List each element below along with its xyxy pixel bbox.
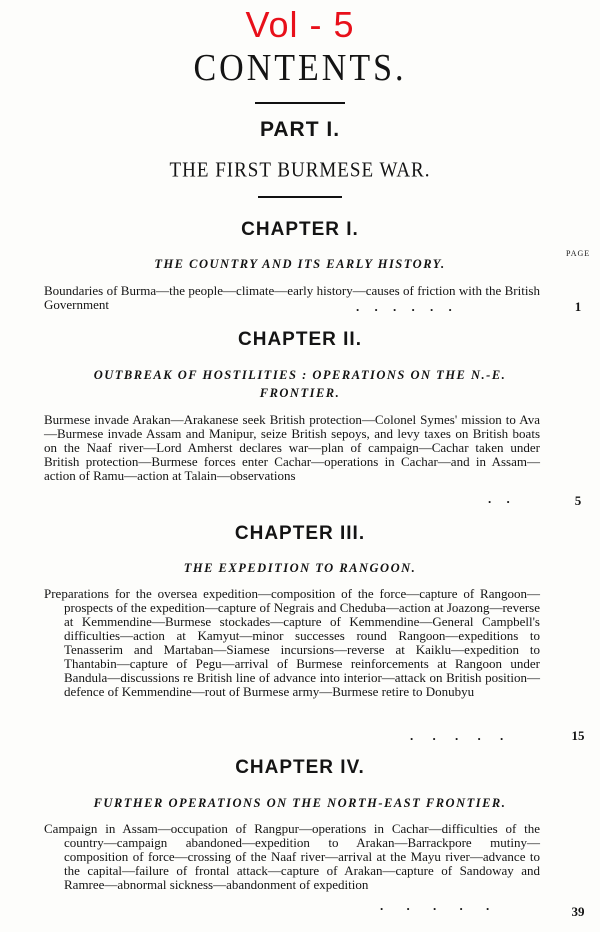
chapter-2-title-line2: FRONTIER. xyxy=(259,386,341,400)
title-divider xyxy=(255,102,345,104)
chapter-2-summary: Burmese invade Arakan—Arakanese seek British protection—Colonel Symes' mission to Ava—Burmese invade Assam and Manipur, seize British sepoys, and levy taxes on British boats on the Naaf river—Lord Amherst declares war—plan of campaign—Cachar taken under British protection—Burmese forces enter Cachar—operations in Cachar—and in Assam—action of Ramu—action at Talain—observations xyxy=(44,412,540,483)
chapter-3-leader-dots: . . . . . xyxy=(410,728,512,743)
chapter-2-heading: CHAPTER II. xyxy=(238,329,362,350)
chapter-1-page: 1 xyxy=(574,299,582,314)
volume-stamp: Vol - 5 xyxy=(245,4,355,45)
page-column-label: PAGE xyxy=(566,249,591,258)
chapter-4-leader-dots: . . . . . xyxy=(380,898,500,913)
chapter-4-heading: CHAPTER IV. xyxy=(235,757,365,778)
part-heading: PART I. xyxy=(259,118,341,141)
chapter-4-page: 39 xyxy=(571,904,585,919)
chapter-3-heading: CHAPTER III. xyxy=(234,523,366,544)
chapter-1-heading: CHAPTER I. xyxy=(241,219,359,240)
chapter-2-leader-dots: . . xyxy=(488,491,516,506)
chapter-1-summary: Boundaries of Burma—the people—climate—early history—causes of friction with the British Government xyxy=(44,283,540,312)
chapter-2-page: 5 xyxy=(574,493,582,508)
chapter-3-summary: Preparations for the oversea expedition—composition of the force—capture of Rangoon—prospects of the expedition—capture of Negrais and Cheduba—action at Joazong—reverse at Kemmendine—Burmese stockades—capture of Kemmendine—General Campbell's difficulties—action at Kamyut—minor successes round Rangoon—expeditions to Tenasserim and Martaban—Siamese incursions—reverse at Kaiklu—expedition to Thantabin—capture of Pegu—arrival of Burmese reinforcements at Rangoon under Bandula—discussions re British line of advance into interior—attack on British position—defence of Kemmendine—rout of Burmese army—Burmese retire to Donubyu xyxy=(44,586,540,699)
chapter-1-leader-dots: . . . . . . xyxy=(356,299,458,314)
part-title: THE FIRST BURMESE WAR. xyxy=(169,158,431,182)
part-divider xyxy=(258,196,342,198)
chapter-4-summary: Campaign in Assam—occupation of Rangpur—operations in Cachar—difficulties of the country—campaign abandoned—expedition to Arakan—Barrackpore mutiny—composition of force—crossing of the Naaf river—arrival at the Mayu river—advance to the capital—failure of frontal attack—capture of Arakan—capture of Sandoway and Ramree—abnormal sickness—abandonment of expedition xyxy=(44,821,540,892)
chapter-2-title-line1: OUTBREAK OF HOSTILITIES : OPERATIONS ON THE N.-E. xyxy=(93,368,507,382)
chapter-1-title: THE COUNTRY AND ITS EARLY HISTORY. xyxy=(154,257,446,271)
page-title: CONTENTS. xyxy=(193,47,407,90)
chapter-3-title: THE EXPEDITION TO RANGOON. xyxy=(183,561,417,575)
chapter-4-title: FURTHER OPERATIONS ON THE NORTH-EAST FRONTIER. xyxy=(93,796,507,810)
chapter-3-page: 15 xyxy=(571,728,585,743)
